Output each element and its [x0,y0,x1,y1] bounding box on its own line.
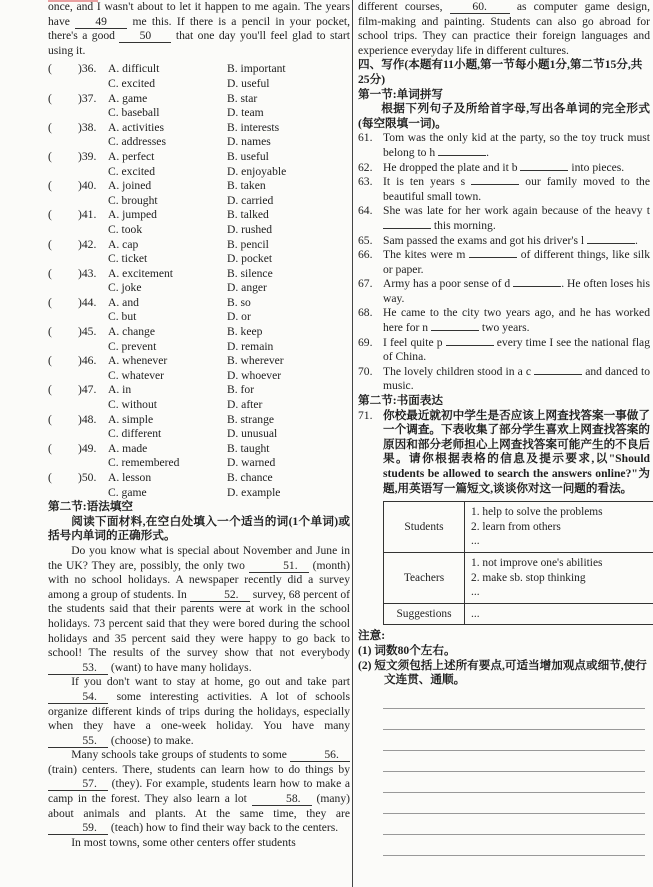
option-b: B. interests [227,120,280,134]
question-number: )43. [78,266,97,280]
table-row [384,603,653,625]
answer-paren[interactable]: ( [48,354,52,368]
question-number: )47. [78,383,97,397]
answer-blank[interactable]: 59. [48,822,108,835]
item-number: 64. [358,204,373,218]
answer-paren[interactable]: ( [48,471,52,484]
item-after: this morning. [431,218,496,232]
option-b: B. taught [227,441,270,455]
passage-text: some interesting activities. A lot of schools organize different kinds of trips during the holidays, especially when they have a one-week holiday. You have many [48,689,350,733]
option-c: C. brought [108,193,158,207]
answer-blank[interactable] [534,374,582,375]
passage-paragraph [48,748,350,836]
option-b: B. keep [227,325,263,339]
item-before: The kites were m [383,248,470,262]
answer-blank[interactable]: 57. [48,778,108,791]
item-text [383,131,650,160]
number-text: 39 [81,149,94,163]
number-text: 44 [81,295,94,309]
sec2-title: 第二节:书面表达 [358,394,444,408]
answer-blank[interactable]: 49 [75,16,127,29]
right-column [358,0,653,887]
question-number: )48. [78,412,97,426]
row-content [465,603,653,625]
question-number: )36. [78,62,97,76]
note-2: (2) 短文须包括上述所有要点,可适当增加观点或细节,使行文连贯、通顺。 [358,658,647,687]
option-a: A. activities [108,120,165,134]
passage-text: (they). For example, students learn how to make a camp in the forest. They also learn a lot [48,777,350,806]
column-divider [352,0,353,887]
answer-paren[interactable]: ( [48,208,52,222]
writing-lines[interactable] [358,688,653,856]
answer-paren[interactable]: ( [48,62,52,76]
option-c: C. remembered [108,456,180,470]
spelling-item [358,204,650,233]
answer-blank[interactable]: 53. [48,662,108,675]
passage-text: as computer game design, film-making and painting. Students can also go abroad for school trips. They can practice their foreign languages and experience everyday life in different cultures. [358,0,650,57]
item-before: Sam passed the exams and got his driver's l [383,233,587,247]
answer-blank[interactable]: 51. [249,560,309,573]
spelling-item [358,336,650,365]
item-text [383,365,650,394]
answer-blank[interactable]: 55. [48,735,108,748]
item-after: two years. [478,321,530,335]
item-number: 68. [358,306,373,320]
option-d: D. after [227,398,263,412]
table-line: 2. make sb. stop thinking [471,571,586,584]
option-c: C. took [108,222,143,236]
option-d: D. whoever [227,368,282,382]
item-text [383,306,650,335]
item-number: 70. [358,364,373,378]
question-number: )45. [78,325,97,339]
answer-blank[interactable]: 54. [48,691,108,704]
option-b: B. strange [227,412,275,426]
option-b: B. silence [227,266,273,280]
answer-blank[interactable] [438,155,486,156]
answer-paren[interactable]: ( [48,295,52,309]
number-text: 40 [81,179,94,193]
table-line: ... [471,607,480,620]
item-before: She was late for her work again because of the heavy t [383,204,650,218]
option-c: C. but [108,310,137,324]
answer-paren[interactable]: ( [48,266,52,280]
option-c: C. without [108,398,157,412]
option-a: A. game [108,91,148,105]
number-text: 41 [81,208,94,222]
item-after: . [634,233,638,247]
spelling-item [358,161,650,176]
table-line: ... [471,586,480,599]
row-header: Teachers [384,552,465,603]
spelling-item [358,234,650,249]
spelling-item [358,131,650,160]
item-before: It is ten years s [383,175,472,189]
row-content [465,552,653,603]
option-d: D. enjoyable [227,164,287,178]
option-a: A. excitement [108,266,174,280]
option-b: B. talked [227,208,269,222]
item-before: I feel quite p [383,335,446,349]
option-d: D. anger [227,281,267,295]
question-number: )42. [78,237,97,251]
table-line: 1. not improve one's abilities [471,556,603,569]
option-b: B. chance [227,471,273,484]
item-text [383,161,650,176]
answer-blank[interactable] [520,170,568,171]
cloze-passage-end [48,0,350,58]
table-line: ... [471,535,480,548]
option-a: A. whenever [108,354,168,368]
question-number: )40. [78,179,97,193]
cloze-options [48,62,350,500]
note-1: (1) 词数80个左右。 [358,643,456,657]
passage-text: Do you know what is special about November and June in the UK? They are, possibly, the only two [48,543,350,572]
item-number: 66. [358,248,373,262]
answer-paren[interactable]: ( [48,325,52,339]
option-d: D. carried [227,193,274,207]
grammar-passage [48,544,350,850]
passage-paragraph [48,544,350,675]
number-text: 38 [81,120,94,134]
number-text: 43 [81,266,94,280]
answer-paren[interactable]: ( [48,383,52,397]
item-number: 67. [358,277,373,291]
table-row [384,552,653,603]
answer-blank[interactable] [469,257,517,258]
table-line: 1. help to solve the problems [471,506,603,519]
passage-text: Many schools take groups of students to some [71,748,290,762]
section2-instructions: 阅读下面材料,在空白处填入一个适当的词(1个单词)或括号内单词的正确形式。 [48,514,350,543]
option-d: D. names [227,135,271,149]
answer-blank[interactable]: 60. [450,1,510,14]
option-b: B. star [227,91,258,105]
option-b: B. for [227,383,255,397]
item-number: 62. [358,160,373,174]
item-text [383,248,650,277]
option-a: A. joined [108,179,152,193]
passage-text: (teach) how to find their way back to the centers. [108,821,339,835]
item-text [383,277,650,306]
passage-text: different courses, [358,0,450,13]
option-a: A. change [108,325,155,339]
question-number: )49. [78,441,97,455]
question-number: )37. [78,91,97,105]
answer-paren[interactable]: ( [48,120,52,134]
item-before: Army has a poor sense of d [383,277,514,291]
spelling-item [358,248,650,277]
option-a: A. simple [108,412,154,426]
item-after: . [486,145,489,159]
question-number: )39. [78,149,97,163]
number-text: 49 [81,441,94,455]
item-number: 65. [358,233,373,247]
item-after: and danced to music. [383,364,651,393]
spelling-items [358,131,650,394]
grammar-passage-continued [358,0,650,58]
passage-text: (choose) to make. [108,733,194,747]
option-c: C. ticket [108,252,148,266]
number-text: 47 [81,383,94,397]
option-a: A. perfect [108,149,155,163]
option-c: C. whatever [108,368,165,382]
part4-header: 四、写作(本题有11小题,第一节每小题1分,第二节15分,共25分) [358,58,643,86]
option-a: A. cap [108,237,139,251]
notes-title: 注意: [358,629,386,643]
item-before: He dropped the plate and it b [383,160,521,174]
row-content [465,502,653,553]
number-text: 50 [81,471,94,484]
passage-text: (month) with no school holidays. A newspaper recently did a survey among a group of students. In [48,558,351,601]
spelling-item [358,175,650,204]
info-table [383,501,653,625]
sec1-title: 第一节:单词拼写 [358,87,444,101]
item-after: . He often loses his way. [383,277,650,305]
option-d: D. useful [227,76,270,90]
question-number: )44. [78,295,97,309]
option-c: C. excited [108,164,156,178]
spelling-item [358,277,650,306]
option-b: B. important [227,62,286,76]
number-text: 46 [81,354,94,368]
answer-blank[interactable]: 50 [119,30,171,43]
number-text: 45 [81,325,94,339]
spelling-item [358,365,650,394]
question-number: )50. [78,471,97,484]
passage-paragraph [48,836,350,851]
number-text: 37 [81,91,94,105]
spelling-item [358,306,650,335]
item-before: The lovely children stood in a c [383,364,535,378]
item-text [383,336,650,365]
option-d: D. unusual [227,427,278,441]
answer-blank[interactable] [446,345,494,346]
number-text: 42 [81,237,94,251]
row-header: Suggestions [384,603,465,625]
option-c: C. game [108,485,147,499]
item-after: our family moved to the beautiful small town. [383,175,650,203]
section2-title: 第二节:语法填空 [48,500,134,514]
passage-text: that one day you'll feel glad to start using it. [48,29,350,57]
answer-blank[interactable]: 56. [290,749,350,762]
number-text: 36 [81,62,94,76]
question-number: 71. [358,408,373,422]
option-d: D. or [227,310,251,324]
option-c: C. excited [108,76,156,90]
answer-blank[interactable]: 52. [190,589,250,602]
item-text [383,204,650,233]
sec1-instructions: 根据下列句子及所给首字母,写出各单词的完全形式(每空限填一词)。 [358,102,650,130]
answer-blank[interactable] [513,286,561,287]
passage-paragraph [48,675,350,748]
answer-blank[interactable]: 58. [252,793,312,806]
option-c: C. different [108,427,162,441]
answer-blank[interactable] [587,243,635,244]
passage-text: (want) to have many holidays. [108,660,252,674]
option-c: C. prevent [108,339,157,353]
option-d: D. example [227,485,281,499]
option-b: B. useful [227,149,269,163]
item-text [383,175,650,204]
option-d: D. pocket [227,252,273,266]
passage-text: me this. If there is a pencil in your pocket, there's a good [48,14,350,43]
item-number: 61. [358,131,373,145]
option-a: A. lesson [108,471,152,484]
table-row [384,502,653,553]
table-line: 2. learn from others [471,520,561,533]
passage-text: survey, 68 percent of the students said that their parents were at work in the school holidays. 73 percent said that they were bored during the school holidays and 35 percent said they were happy to go back to school! The results of the survey show that not everybody [48,587,350,660]
option-b: B. wherever [227,354,284,368]
question-number: )38. [78,120,97,134]
answer-paren[interactable]: ( [48,91,52,105]
option-c: C. addresses [108,135,166,149]
answer-paren[interactable]: ( [48,412,52,426]
answer-paren[interactable]: ( [48,179,52,193]
passage-text: If you don't want to stay at home, go out and take part [71,675,350,689]
item-number: 69. [358,335,373,349]
question-prompt: 你校最近就初中学生是否应该上网查找答案一事做了一个调查。下表收集了部分学生喜欢上网查找答案的原因和部分老师担心上网查找答案可能产生的不良后果。请你根据表格的信息及提示要求,以"Should students be allowed to search the answers online?"为题,用英语写一篇短文,谈谈你对这一问题的看法。 [383,408,650,495]
option-a: A. in [108,383,132,397]
option-c: C. joke [108,281,142,295]
option-a: A. difficult [108,62,160,76]
option-d: D. rushed [227,222,273,236]
option-a: A. and [108,295,139,309]
answer-blank[interactable] [383,228,431,229]
option-b: B. so [227,295,251,309]
question-number: )41. [78,208,97,222]
answer-blank[interactable] [431,330,479,331]
option-b: B. pencil [227,237,269,251]
option-c: C. baseball [108,106,160,120]
option-a: A. jumped [108,208,157,222]
item-text [383,234,650,249]
item-after: of different things, like silk or paper. [383,248,651,276]
number-text: 48 [81,412,94,426]
option-b: B. taken [227,179,266,193]
option-d: D. warned [227,456,276,470]
option-a: A. made [108,441,148,455]
passage-text: once, and I wasn't about to let it happen to me again. The years have [48,0,350,28]
passage-text: (many) about animals and plants. At the same time, they are [48,792,350,820]
item-before: He came to the city two years ago, and he has worked here for n [383,306,650,335]
item-after: into pieces. [568,160,625,174]
left-column [48,0,350,850]
question-71 [358,409,650,497]
item-number: 63. [358,175,373,189]
passage-text: In most towns, some other centers offer students [71,835,296,849]
answer-paren[interactable]: ( [48,237,52,251]
answer-paren[interactable]: ( [48,441,52,455]
option-d: D. remain [227,339,274,353]
item-after: every time I see the national flag of China. [383,335,651,364]
row-header: Students [384,502,465,553]
option-d: D. team [227,106,264,120]
passage-text: (train) centers. There, students can learn how to do things by [48,762,350,776]
item-before: Tom was the only kid at the party, so the toy truck must belong to h [383,131,650,159]
answer-blank[interactable] [471,184,519,185]
question-number: )46. [78,354,97,368]
answer-paren[interactable]: ( [48,149,52,163]
